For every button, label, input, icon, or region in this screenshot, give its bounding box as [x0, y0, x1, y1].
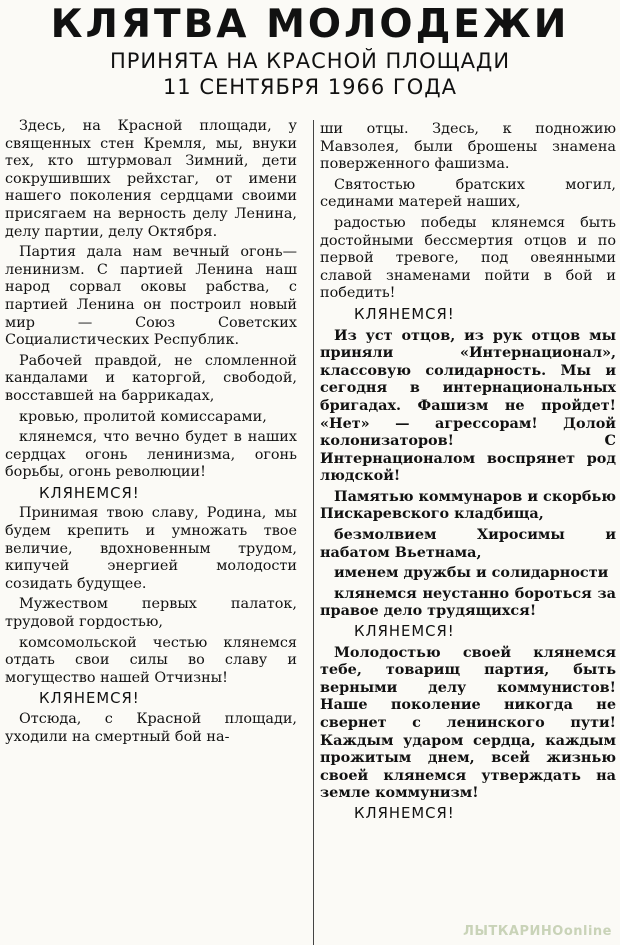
paragraph: Здесь, на Красной площади, у священных стен Кремля, мы, внуки тех, кто штурмовал Зимний, дети сокрушивших рейхстаг, от имени нашего поколения сердцами своими присягаем на верность делу Ленина, делу партии, делу Октября. [5, 118, 297, 240]
paragraph: Принимая твою славу, Родина, мы будем крепить и умножать твое величие, вдохновенным трудом, кипучей энергией молодости созидать будущее. [5, 505, 297, 592]
paragraph: Партия дала нам вечный огонь—ленинизм. С партией Ленина наш народ сорвал оковы рабства, с партией Ленина он построил новый мир — Союз Советских Социалистических Республик. [5, 244, 297, 349]
site-watermark: ЛЫТКАРИНОonline [463, 924, 612, 939]
paragraph: ши отцы. Здесь, к подножию Мавзолея, были брошены знамена поверженного фашизма. [320, 121, 616, 173]
paragraph: безмолвием Хиросимы и набатом Вьетнама, [320, 526, 616, 561]
refrain: КЛЯНЕМСЯ! [354, 623, 455, 641]
refrain: КЛЯНЕМСЯ! [354, 804, 455, 822]
paragraph: именем дружбы и солидарности [334, 564, 609, 582]
paragraph: клянемся неустанно бороться за правое дело трудящихся! [320, 584, 616, 620]
paragraph: комсомольской честью клянемся отдать свои силы во славу и могущество нашей Отчизны! [5, 634, 297, 686]
subtitle-line-1: ПРИНЯТА НА КРАСНОЙ ПЛОЩАДИ [109, 49, 511, 73]
paragraph: Мужеством первых палаток, трудовой гордостью, [5, 596, 297, 631]
paragraph: радостью победы клянемся быть достойными бессмертия отцов и по первой тревоге, под овеянными славой знаменами пойти в бой и победить! [320, 214, 616, 302]
paragraph: Памятью коммунаров и скорбью Пискаревского кладбища, [320, 487, 616, 523]
refrain: КЛЯНЕМСЯ! [39, 690, 140, 708]
paragraph: Молодостью своей клянемся тебе, товарищ партия, быть верными делу коммунистов! Наше поколение никогда не свернет с ленинского пути! Каждым ударом сердца, каждым прожитым днем, всей жизнью своей клянемся утверждать на земле коммунизм! [320, 643, 616, 802]
paragraph: Рабочей правдой, не сломленной кандалами и каторгой, свободой, восставшей на баррикадах, [5, 352, 297, 404]
column-divider [313, 120, 314, 945]
subtitle-line-2: 11 СЕНТЯБРЯ 1966 ГОДА [162, 75, 458, 99]
paragraph: кровью, пролитой комиссарами, [19, 408, 267, 425]
paragraph: клянемся, что вечно будет в наших сердцах огонь ленинизма, огонь борьбы, огонь революции! [5, 429, 297, 481]
left-column [5, 118, 297, 749]
page-header [0, 0, 620, 100]
paragraph: Отсюда, с Красной площади, уходили на смертный бой на- [5, 711, 297, 745]
refrain: КЛЯНЕМСЯ! [39, 484, 140, 502]
right-column [320, 121, 616, 826]
paragraph: Из уст отцов, из рук отцов мы приняли «Интернационал», классовую солидарность. Мы и сегодня в интернациональных бригадах. Фашизм не пройдет! «Нет» — агрессорам! Долой колонизаторов! С Интернационалом воспрянет род людской! [320, 326, 616, 485]
paragraph: Святостью братских могил, сединами матерей наших, [320, 176, 616, 211]
refrain: КЛЯНЕМСЯ! [354, 305, 455, 323]
page-title: КЛЯТВА МОЛОДЕЖИ [50, 2, 570, 47]
